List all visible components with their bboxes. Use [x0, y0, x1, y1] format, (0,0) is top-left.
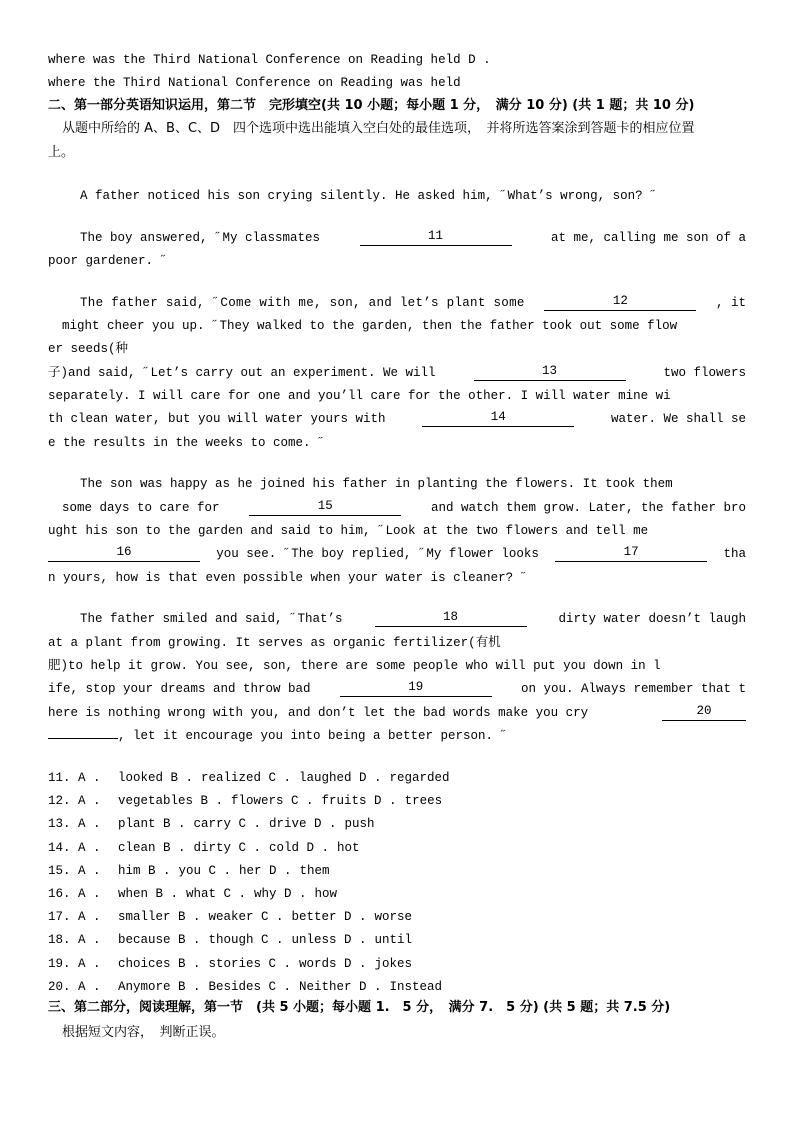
option-row	[48, 863, 338, 879]
option-choice[interactable]: why D .	[254, 887, 307, 901]
passage-p5-line: here is nothing wrong with you, and don’t let the bad words make you cry 20	[48, 705, 746, 721]
blank-16[interactable]: 16	[48, 546, 200, 562]
option-choice[interactable]: them	[299, 863, 330, 878]
passage-p2-line: poor gardener. ˝	[48, 254, 169, 268]
question-number: 16. A .	[48, 887, 101, 901]
question-number: 11. A .	[48, 771, 101, 785]
option-row	[48, 886, 345, 902]
passage-p3-line: might cheer you up. ˝They walked to the garden, then the father took out some flow	[62, 319, 678, 333]
question-number: 12. A .	[48, 794, 101, 809]
option-choice[interactable]: jokes	[374, 956, 413, 971]
option-choice[interactable]: flowers C .	[231, 794, 314, 809]
option-row	[48, 816, 383, 832]
option-choice[interactable]: cold D .	[269, 840, 330, 855]
option-row	[48, 770, 458, 786]
passage-p5-line: at a plant from growing. It serves as organic fertilizer(有机	[48, 636, 501, 650]
question-number: 17. A .	[48, 910, 101, 925]
section-2-instruction-cont: 上。	[48, 145, 75, 160]
option-choice[interactable]: Neither D .	[299, 979, 382, 994]
option-choice[interactable]: him B .	[118, 863, 171, 878]
option-choice[interactable]: hot	[337, 840, 360, 855]
option-line-c: where was the Third National Conference on Reading held D .	[48, 53, 491, 67]
option-choice[interactable]: her D .	[239, 863, 292, 878]
passage-p4-line: n yours, how is that even possible when your water is cleaner? ˝	[48, 571, 529, 585]
option-choice[interactable]: words D .	[299, 956, 367, 971]
question-number: 15. A .	[48, 863, 101, 878]
option-line-d: where the Third National Conference on Reading was held	[48, 76, 461, 90]
passage-p4-line: The son was happy as he joined his father in planting the flowers. It took them	[80, 477, 673, 491]
option-row	[48, 979, 450, 995]
option-row	[48, 956, 420, 972]
option-choice[interactable]: clean B .	[118, 840, 186, 855]
option-choice[interactable]: because B .	[118, 933, 201, 948]
option-choice[interactable]: unless D .	[291, 933, 367, 948]
option-choice[interactable]: push	[344, 817, 375, 832]
option-choice[interactable]: choices B .	[118, 956, 201, 971]
passage-p3-line: separately. I will care for one and you’ll care for the other. I will water mine wi	[48, 389, 671, 403]
option-choice[interactable]: looked B .	[118, 771, 194, 785]
blank-11[interactable]: 11	[360, 230, 512, 246]
option-choice[interactable]: plant B .	[118, 817, 186, 832]
blank-15[interactable]: 15	[249, 500, 401, 516]
passage-p3-line: e the results in the weeks to come. ˝	[48, 436, 326, 450]
passage-p3-line: th clean water, but you will water yours with 14 water. We shall se	[48, 410, 746, 426]
section-2-heading: 二、第一部分英语知识运用，第二节 完形填空(共 10 小题；每小题 1 分， 满分 10 分) (共 1 题；共 10 分)	[48, 98, 695, 113]
blank-17[interactable]: 17	[555, 546, 707, 562]
option-row	[48, 840, 368, 856]
option-choice[interactable]: until	[374, 933, 413, 948]
option-choice[interactable]: how	[314, 887, 338, 901]
option-choice[interactable]: carry C .	[193, 817, 262, 832]
option-choice[interactable]: Instead	[389, 979, 443, 994]
option-choice[interactable]: laughed D .	[299, 771, 382, 785]
option-choice[interactable]: though C .	[208, 933, 284, 948]
blank-12[interactable]: 12	[544, 295, 696, 311]
option-choice[interactable]: Anymore B .	[118, 979, 201, 994]
option-choice[interactable]: trees	[404, 794, 443, 809]
section-3-instruction: 根据短文内容， 判断正误。	[62, 1025, 225, 1040]
option-choice[interactable]: weaker C .	[208, 910, 284, 925]
passage-p3-line: The father said, ˝Come with me, son, and let’s plant some 12 , it	[80, 294, 746, 310]
option-choice[interactable]: vegetables B .	[118, 794, 224, 809]
section-3-heading: 三、第二部分，阅读理解，第一节 (共 5 小题；每小题 1. 5 分， 满分 7. 5 分) (共 5 题；共 7.5 分)	[48, 1000, 671, 1015]
option-choice[interactable]: stories C .	[208, 956, 292, 971]
option-row	[48, 793, 450, 809]
question-number: 18. A .	[48, 933, 101, 948]
question-number: 14. A .	[48, 840, 101, 855]
option-choice[interactable]: Besides C .	[208, 979, 292, 994]
question-number: 19. A .	[48, 956, 101, 971]
passage-p1: A father noticed his son crying silently. He asked him, ˝What’s wrong, son? ˝	[80, 189, 658, 203]
option-choice[interactable]: when B .	[118, 887, 179, 901]
passage-p5-line: ife, stop your dreams and throw bad 19 on you. Always remember that t	[48, 680, 746, 696]
option-choice[interactable]: dirty C .	[193, 840, 262, 855]
option-row	[48, 932, 420, 948]
passage-p5-line: The father smiled and said, ˝That’s 18 dirty water doesn’t laugh	[80, 610, 746, 626]
section-2-instruction: 从题中所给的 A、B、C、D 四个选项中选出能填入空白处的最佳选项， 并将所选答案涂到答题卡的相应位置	[62, 121, 695, 136]
option-choice[interactable]: realized C .	[201, 771, 292, 785]
passage-p3-line: 子)and said, ˝Let’s carry out an experiment. We will 13 two flowers	[48, 364, 746, 380]
blank-20-cont[interactable]	[48, 738, 118, 739]
passage-p5-line: 肥)to help it grow. You see, son, there are some people who will put you down in l	[48, 659, 661, 673]
passage-p4-line: ught his son to the garden and said to him, ˝Look at the two flowers and tell me	[48, 524, 649, 538]
blank-14[interactable]: 14	[422, 411, 574, 427]
blank-19[interactable]: 19	[340, 681, 492, 697]
passage-p5-line: , let it encourage you into being a better person. ˝	[48, 728, 746, 744]
passage-p2-line: The boy answered, ˝My classmates 11 at me, calling me son of a	[80, 229, 746, 245]
passage-p4-line: 16 you see. ˝The boy replied, ˝My flower looks 17 tha	[48, 546, 746, 562]
option-choice[interactable]: regarded	[389, 771, 450, 785]
option-choice[interactable]: smaller B .	[118, 910, 201, 925]
option-choice[interactable]: you C .	[178, 863, 232, 878]
question-number: 13. A .	[48, 817, 101, 832]
blank-20[interactable]: 20	[662, 705, 746, 721]
option-choice[interactable]: what C .	[186, 887, 247, 901]
passage-p3-line: er seeds(种	[48, 342, 129, 356]
passage-p4-line: some days to care for 15 and watch them grow. Later, the father bro	[62, 499, 746, 515]
option-row	[48, 909, 420, 925]
option-choice[interactable]: fruits D .	[321, 794, 397, 809]
option-choice[interactable]: worse	[374, 910, 413, 925]
question-number: 20. A .	[48, 979, 101, 994]
option-choice[interactable]: better D .	[291, 910, 367, 925]
option-choice[interactable]: drive D .	[269, 817, 337, 832]
blank-18[interactable]: 18	[375, 611, 527, 627]
blank-13[interactable]: 13	[474, 365, 626, 381]
